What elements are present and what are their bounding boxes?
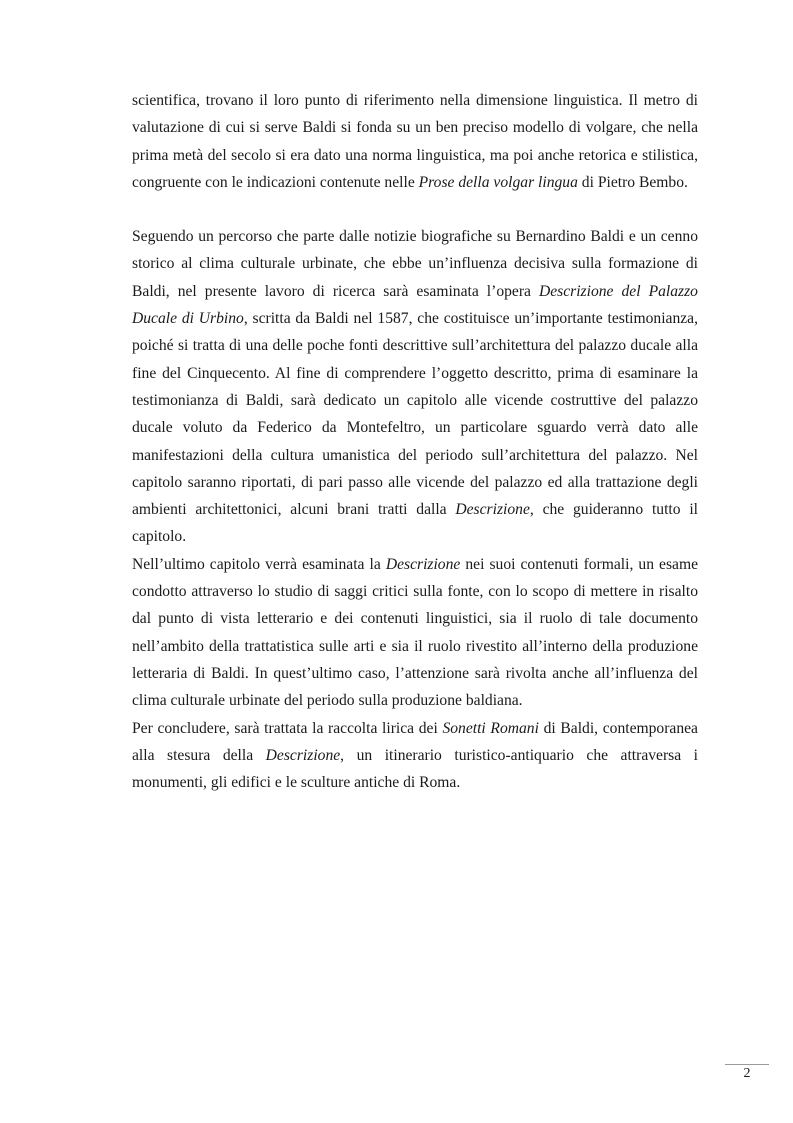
- page-body: [132, 87, 698, 796]
- italic-title-sonetti-romani: Sonetti Romani: [442, 719, 539, 737]
- paragraph-research-outline: [132, 223, 698, 551]
- text-run: Per concludere, sarà trattata la raccolta lirica dei: [132, 719, 443, 737]
- italic-title-descrizione: Descrizione: [385, 555, 461, 573]
- text-run: Seguendo un percorso che parte dalle notizie biografiche su Bernardino Baldi e un cenno storico al clima culturale urbinate, che ebbe un’influenza decisiva sulla formazione di Baldi, nel presente lavoro di ricerca sarà esaminata l’opera: [132, 228, 698, 300]
- paragraph-intro-continued: [132, 87, 698, 196]
- text-run: , che guideranno tutto il capitolo.: [132, 501, 698, 546]
- italic-title-descrizione-palazzo: Descrizione del Palazzo Ducale di Urbino: [132, 282, 698, 328]
- text-run: , un itinerario turistico-antiquario che attraversa i monumenti, gli edifici e le sculture antiche di Roma.: [132, 746, 698, 792]
- italic-title-descrizione: Descrizione: [455, 501, 530, 519]
- text-run: Nell’ultimo capitolo verrà esaminata la: [132, 555, 386, 573]
- text-run: di Pietro Bembo.: [577, 173, 688, 191]
- text-run: nei suoi contenuti formali, un esame condotto attraverso lo studio di saggi critici sulla fonte, con lo scopo di mettere in risalto dal punto di vista letterario e dei contenuti linguistici, sia il ruolo di tale documento nell’ambito della trattatistica sulle arti e sia il ruolo rivestito all’interno della produzione letteraria di Baldi. In quest’ultimo caso, l’attenzione sarà rivolta anche all’influenza del clima culturale urbinate del periodo sulla produzione baldiana.: [132, 555, 698, 710]
- paragraph-last-chapter: [132, 551, 698, 715]
- page-number: 2: [743, 1066, 751, 1081]
- italic-title-prose: Prose della volgar lingua: [418, 173, 578, 191]
- text-run: scientifica, trovano il loro punto di riferimento nella dimensione linguistica. Il metro di valutazione di cui si serve Baldi si fonda su un ben preciso modello di volgare, che nella prima metà del secolo si era dato una norma linguistica, ma poi anche retorica e stilistica, congruente con le indicazioni contenute nelle: [132, 92, 698, 191]
- text-run: di Baldi, contemporanea alla stesura della: [132, 719, 698, 764]
- italic-title-descrizione: Descrizione: [265, 746, 341, 764]
- paragraph-conclusion: [132, 715, 698, 797]
- text-run: , scritta da Baldi nel 1587, che costituisce un’importante testimonianza, poiché si tratta di una delle poche fonti descrittive sull’architettura del palazzo ducale alla fine del Cinquecento. Al fine di comprendere l’oggetto descritto, prima di esaminare la testimonianza di Baldi, sarà dedicato un capitolo alle vicende costruttive del palazzo ducale voluto da Federico da Montefeltro, un particolare sguardo verrà dato alle manifestazioni della cultura umanistica del periodo sull’architettura del palazzo. Nel capitolo saranno riportati, di pari passo alle vicende del palazzo ed alla trattazione degli ambienti architettonici, alcuni brani tratti dalla: [132, 310, 699, 519]
